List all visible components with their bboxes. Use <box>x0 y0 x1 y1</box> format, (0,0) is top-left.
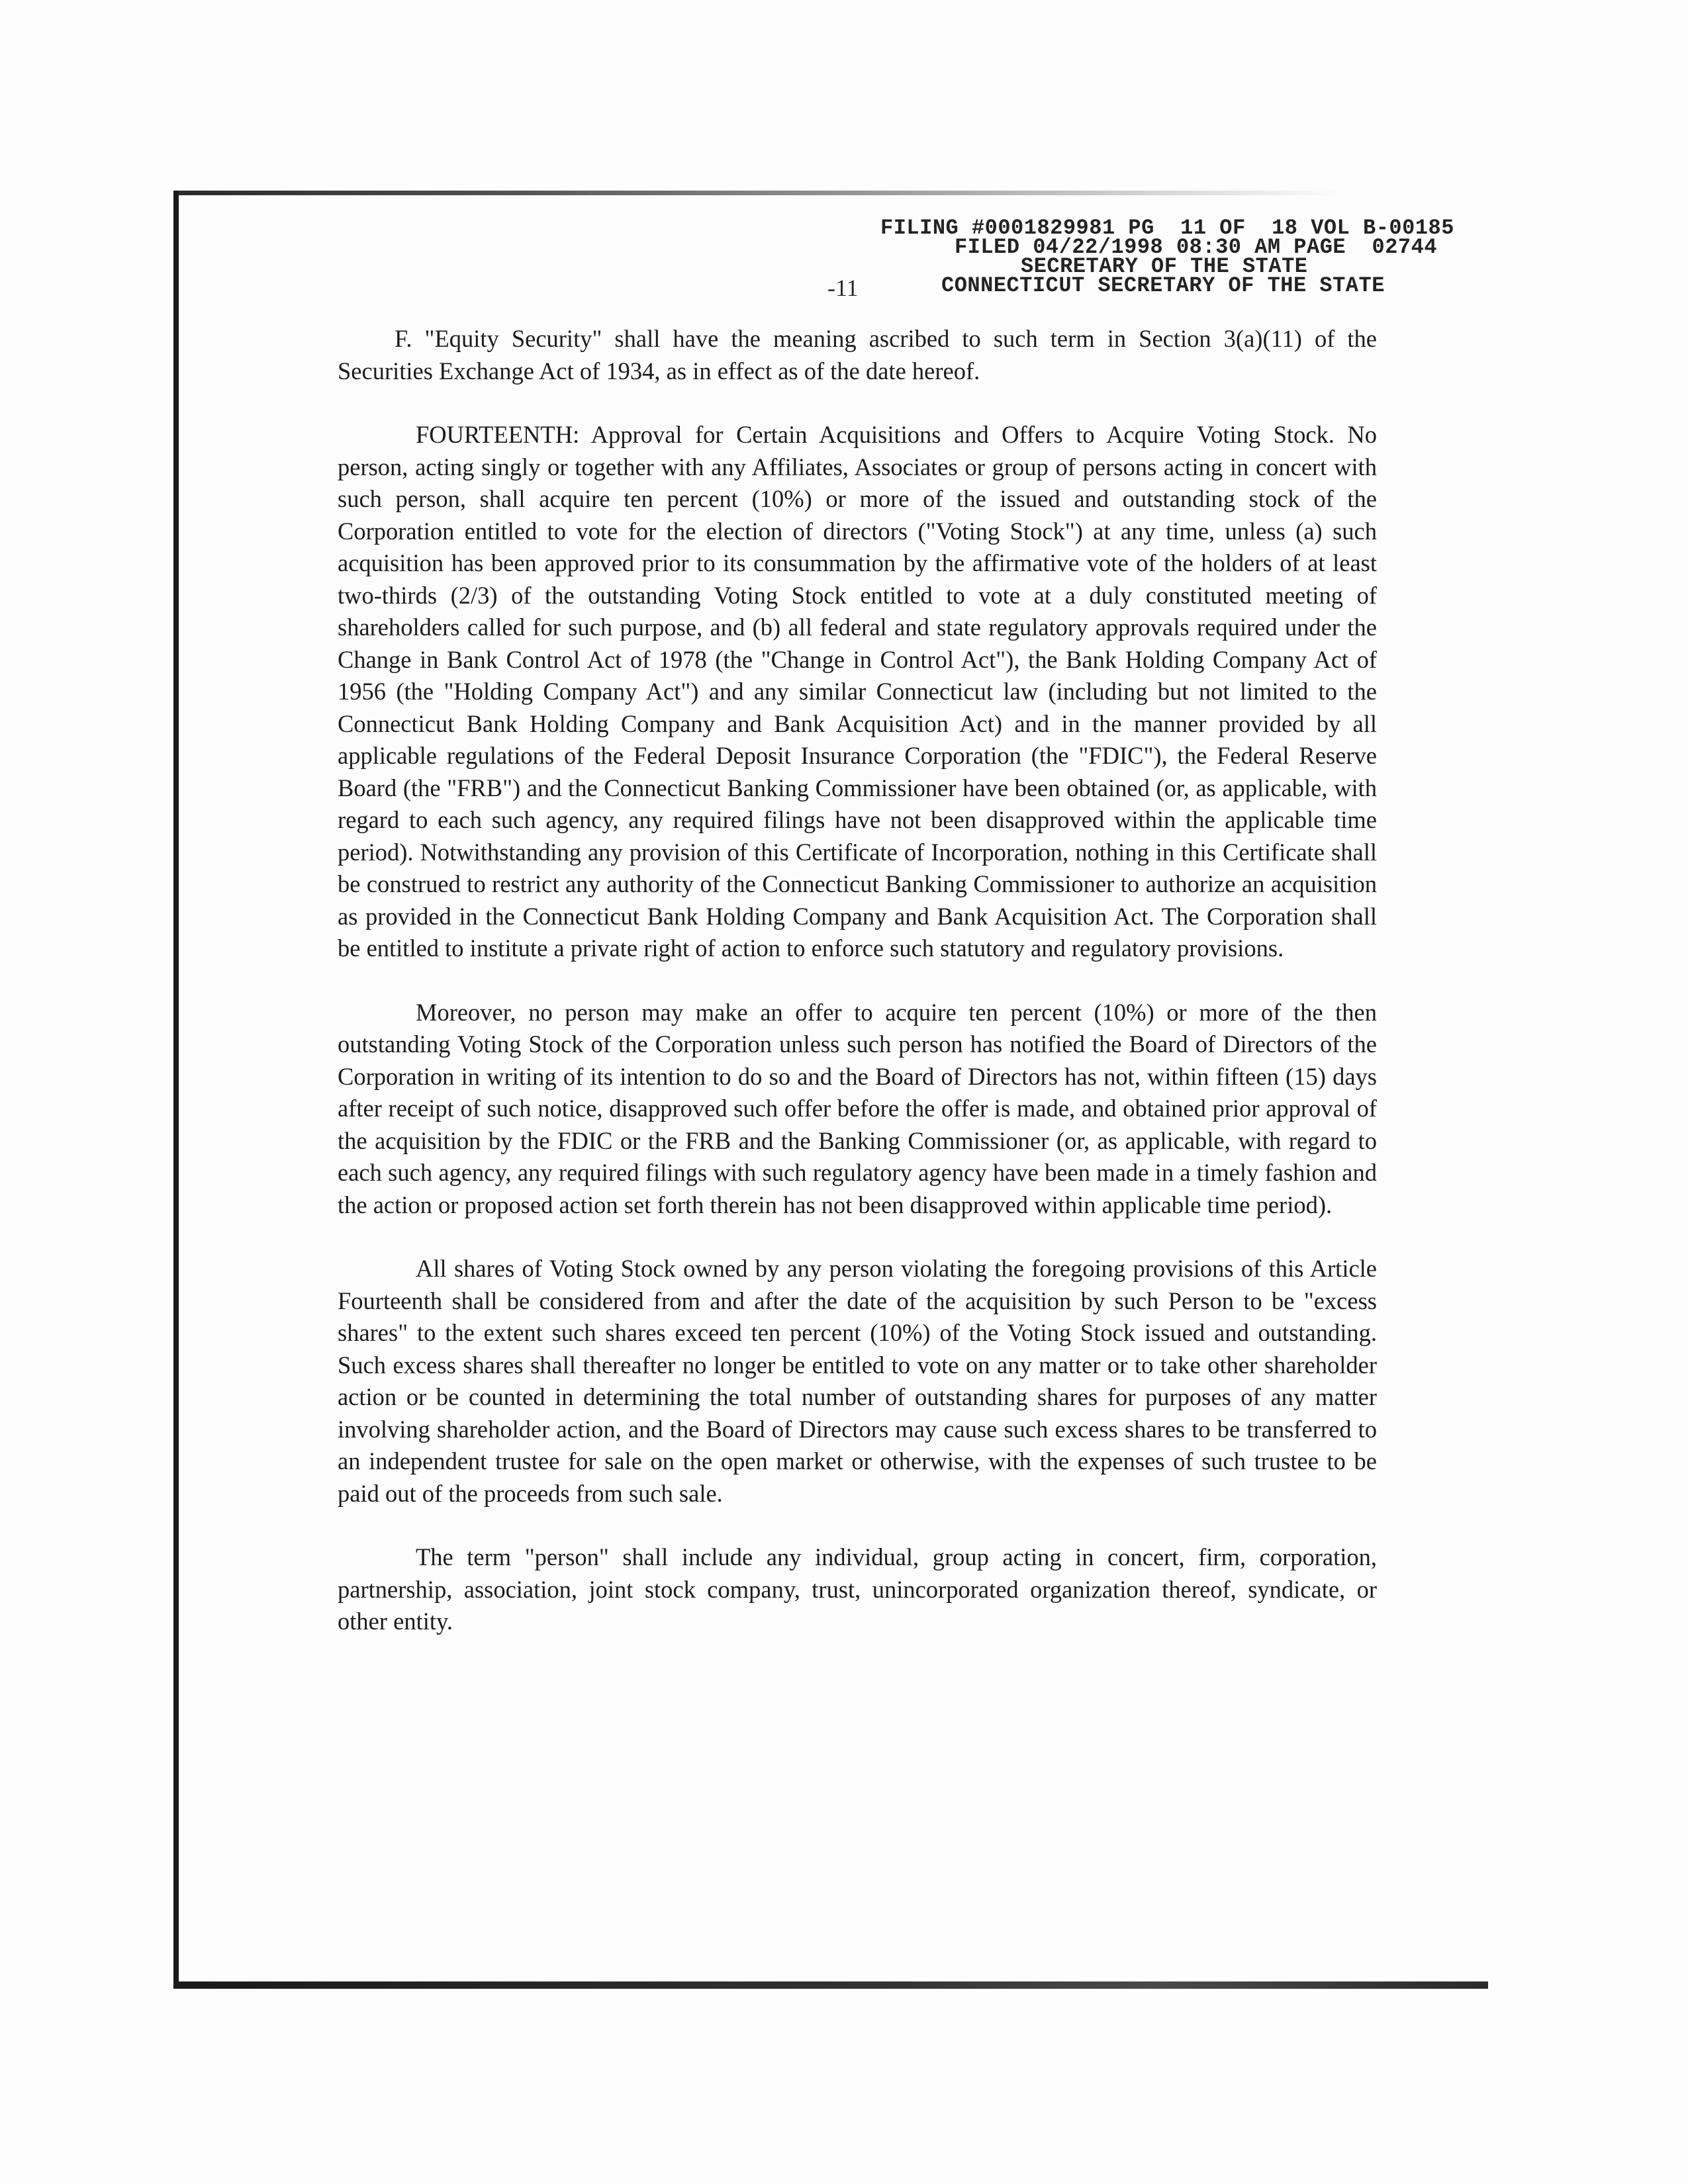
paragraph-equity-security: F. "Equity Security" shall have the meaning ascribed to such term in Section 3(a)(11) of the Securities Exchange Act of 1934, as in effect as of the date hereof. <box>338 325 1377 385</box>
paragraph-article-fourteenth: FOURTEENTH: Approval for Certain Acquisitions and Offers to Acquire Voting Stock. No person, acting singly or together with any Affiliates, Associates or group of persons acting in concert with such person, shall acquire ten percent (10%) or more of the issued and outstanding stock of the Corporation entitled to vote for the election of directors ("Voting Stock") at any time, unless (a) such acquisition has been approved prior to its consummation by the affirmative vote of the holders of at least two-thirds (2/3) of the outstanding Voting Stock entitled to vote at a duly constituted meeting of shareholders called for such purpose, and (b) all federal and state regulatory approvals required under the Change in Bank Control Act of 1978 (the "Change in Control Act"), the Bank Holding Company Act of 1956 (the "Holding Company Act") and any similar Connecticut law (including but not limited to the Connecticut Bank Holding Company and Bank Acquisition Act) and in the manner provided by all applicable regulations of the Federal Deposit Insurance Corporation (the "FDIC"), the Federal Reserve Board (the "FRB") and the Connecticut Banking Commissioner have been obtained (or, as applicable, with regard to each such agency, any required filings have not been disapproved within the applicable time period). Notwithstanding any provision of this Certificate of Incorporation, nothing in this Certificate shall be construed to restrict any authority of the Connecticut Banking Commissioner to authorize an acquisition as provided in the Connecticut Bank Holding Company and Bank Acquisition Act. The Corporation shall be entitled to institute a private right of action to enforce such statutory and regulatory provisions. <box>338 421 1377 962</box>
paragraph-person-definition: The term "person" shall include any individual, group acting in concert, firm, corporation, partnership, association, joint stock company, trust, unincorporated organization thereof, syndicate, or other entity. <box>338 1543 1377 1635</box>
copy-frame-top-edge <box>177 191 1342 195</box>
copy-frame-bottom-edge <box>173 1981 1488 1989</box>
copy-frame-left-edge <box>173 191 179 1985</box>
filing-stamp-line: FILED 04/22/1998 08:30 AM PAGE 02744 <box>955 235 1438 259</box>
page-number: -11 <box>827 275 859 301</box>
paragraph-offer-notice: Moreover, no person may make an offer to acquire ten percent (10%) or more of the then outstanding Voting Stock of the Corporation unless such person has notified the Board of Directors of the Corporation in writing of its intention to do so and the Board of Directors has not, within fifteen (15) days after receipt of such notice, disapproved such offer before the offer is made, and obtained prior approval of the acquisition by the FDIC or the FRB and the Banking Commissioner (or, as applicable, with regard to each such agency, any required filings with such regulatory agency have been made in a timely fashion and the action or proposed action set forth therein has not been disapproved within applicable time period). <box>338 998 1377 1218</box>
document-body <box>338 323 1377 1670</box>
filing-stamp-line: SECRETARY OF THE STATE <box>1021 254 1308 279</box>
filing-stamp <box>880 216 1476 298</box>
filing-stamp-line: CONNECTICUT SECRETARY OF THE STATE <box>941 273 1385 298</box>
filing-stamp-line: FILING #0001829981 PG 11 OF 18 VOL B-00185 <box>880 216 1454 240</box>
paragraph-excess-shares: All shares of Voting Stock owned by any person violating the foregoing provisions of this Article Fourteenth shall be considered from and after the date of the acquisition by such Person to be "excess shares" to the extent such shares exceed ten percent (10%) of the Voting Stock issued and outstanding. Such excess shares shall thereafter no longer be entitled to vote on any matter or to take other shareholder action or be counted in determining the total number of outstanding shares for purposes of any matter involving shareholder action, and the Board of Directors may cause such excess shares to be transferred to an independent trustee for sale on the open market or otherwise, with the expenses of such trustee to be paid out of the proceeds from such sale. <box>338 1255 1377 1507</box>
